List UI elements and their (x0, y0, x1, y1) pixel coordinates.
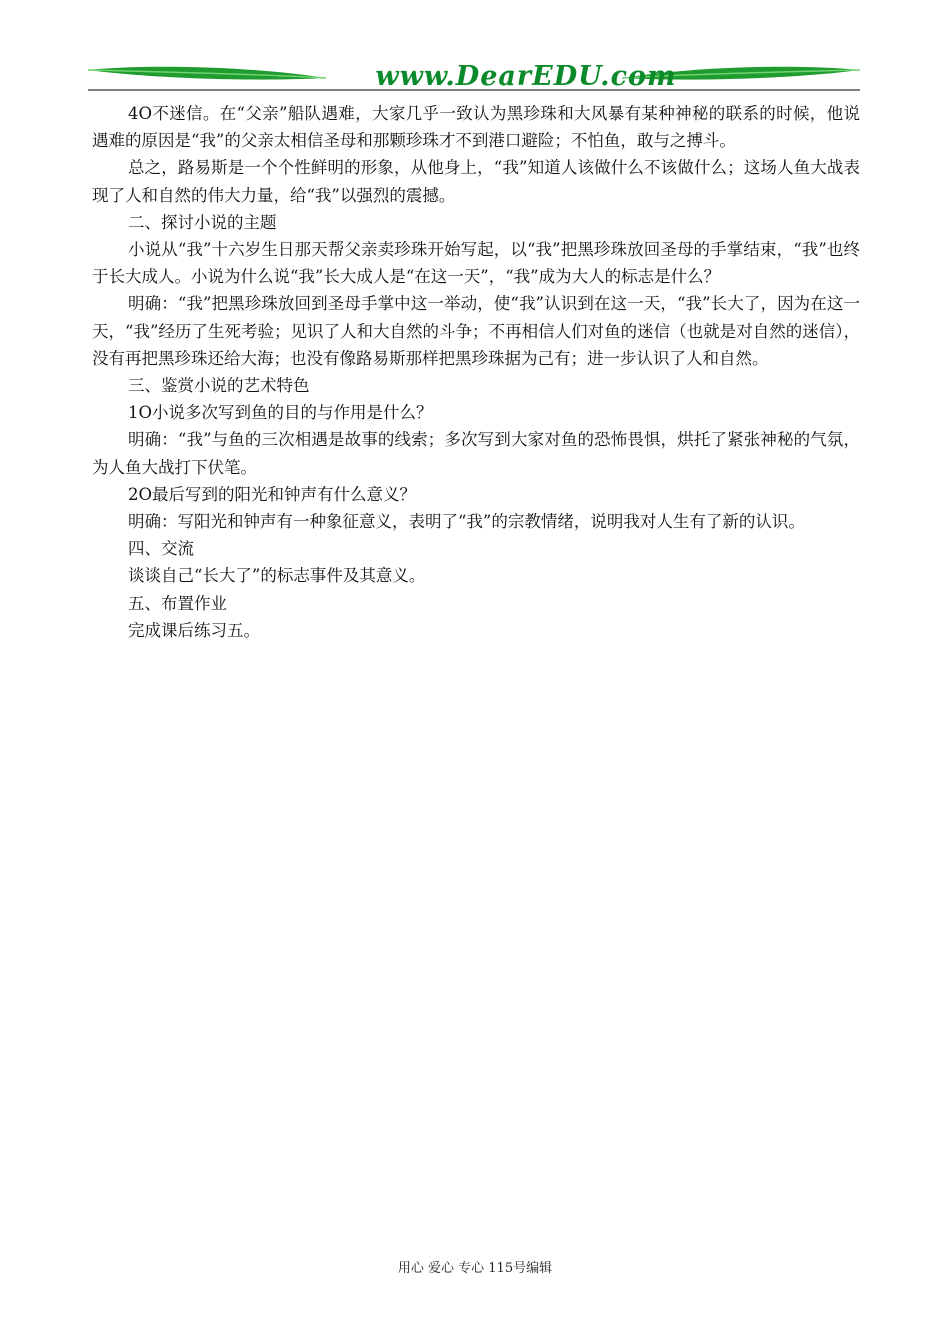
section-heading: 四、交流 (128, 539, 194, 559)
page-header (88, 56, 860, 100)
question: 2О最后写到的阳光和钟声有什么意义？ (128, 484, 417, 504)
paragraph: 明确：“我”把黑珍珠放回到圣母手掌中这一举动，使“我”认识到在这一天，“我”长大了，因为在这一天，“我”经历了生死考验；见识了人和大自然的斗争；不再相信人们对鱼的迷信（也就是对自然的迷信），没有再把黑珍珠还给大海；也没有像路易斯那样把黑珍珠据为己有；进一步认识了人和自然。 (92, 294, 860, 368)
page-footer: 用心 爱心 专心 115号编辑 (397, 1261, 553, 1276)
header-logo: www.DearEDU.com (375, 61, 677, 92)
section-heading: 五、布置作业 (128, 593, 227, 613)
paragraph: 明确：“我”与鱼的三次相遇是故事的线索；多次写到大家对鱼的恐怖畏惧，烘托了紧张神秘的气氛，为人鱼大战打下伏笔。 (92, 430, 860, 477)
paragraph: 谈谈自己“长大了”的标志事件及其意义。 (128, 566, 426, 586)
section-heading: 三、鉴赏小说的艺术特色 (128, 376, 310, 396)
paragraph: 总之，路易斯是一个个性鲜明的形象，从他身上，“我”知道人该做什么不该做什么；这场人鱼大战表现了人和自然的伟大力量，给“我”以强烈的震撼。 (92, 158, 860, 205)
section-heading: 二、探讨小说的主题 (128, 212, 277, 232)
document-body (92, 100, 860, 644)
question: 1О小说多次写到鱼的目的与作用是什么？ (128, 403, 433, 423)
paragraph: 小说从“我”十六岁生日那天帮父亲卖珍珠开始写起，以“我”把黑珍珠放回圣母的手掌结束，“我”也终于长大成人。小说为什么说“我”长大成人是“在这一天”，“我”成为大人的标志是什么？ (92, 240, 860, 287)
paragraph: 4О不迷信。在“父亲”船队遇难，大家几乎一致认为黑珍珠和大风暴有某种神秘的联系的时候，他说遇难的原因是“我”的父亲太相信圣母和那颗珍珠才不到港口避险；不怕鱼，敢与之搏斗。 (92, 104, 860, 151)
paragraph: 明确：写阳光和钟声有一种象征意义，表明了“我”的宗教情绪，说明我对人生有了新的认识。 (128, 512, 805, 532)
paragraph: 完成课后练习五。 (128, 620, 260, 640)
